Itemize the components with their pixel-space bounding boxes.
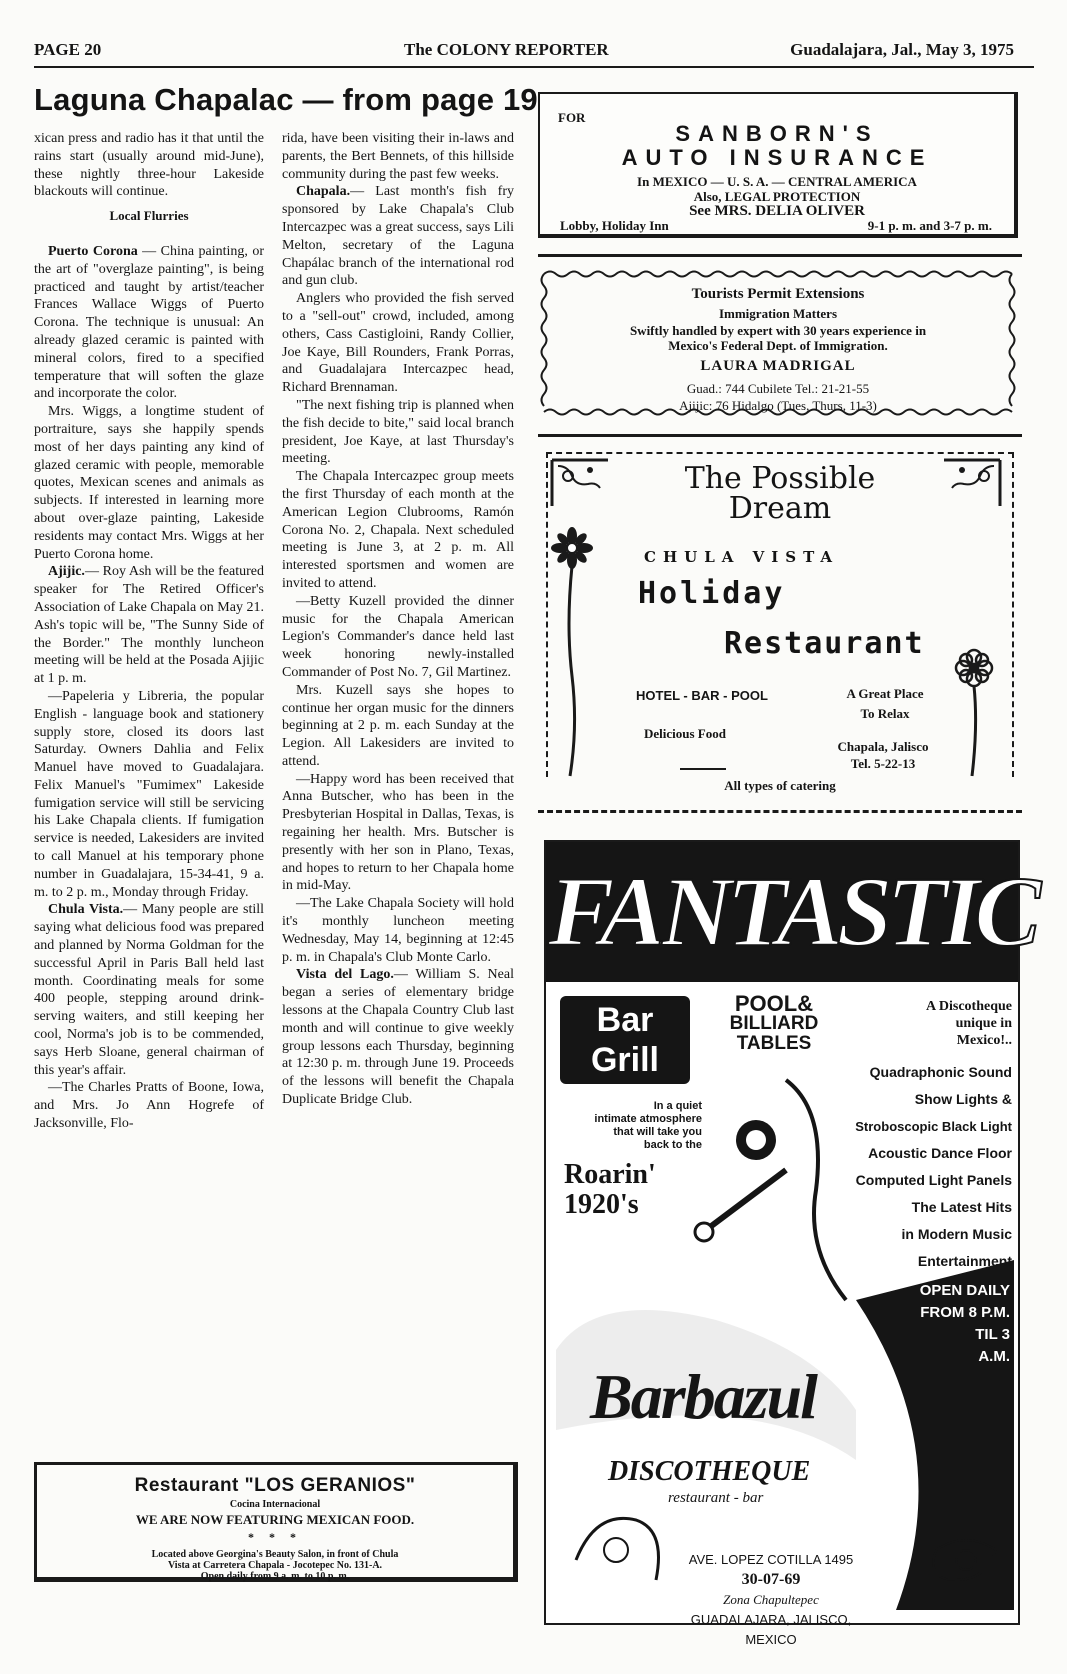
insurance-contact: See MRS. DELIA OLIVER — [689, 203, 865, 219]
insurance-name-line: AUTO INSURANCE — [621, 145, 933, 170]
insurance-ad — [538, 92, 1018, 238]
dateline: Vista del Lago. — [296, 967, 394, 983]
restaurant-town: Chapala, Jalisco — [837, 739, 929, 754]
paragraph — [34, 563, 264, 688]
atmosphere-line: In a quiet — [653, 1100, 702, 1112]
hours-line: TIL 3 — [975, 1326, 1010, 1343]
dateline: Ajijic. — [48, 564, 85, 580]
paragraph: —The Lake Chapala Society will hold it's monthly luncheon meeting Wednesday, May 14, beginning at 12:45 p. m. in Chapala's Club Monte Carlo. — [282, 896, 514, 965]
slogan-line: To Relax — [860, 706, 910, 721]
insurance-name-line: SANBORN'S — [675, 121, 879, 146]
permit-line: Mexico's Federal Dept. of Immigration. — [668, 338, 888, 353]
atmosphere-line: back to the — [643, 1139, 702, 1151]
hours-line: OPEN DAILY — [919, 1282, 1010, 1299]
masthead — [34, 38, 1034, 68]
flower-icon — [552, 528, 592, 778]
pool-line: TABLES — [736, 1033, 812, 1054]
bar-grill-line: Grill — [590, 1041, 660, 1079]
restaurant-name-1: Holiday — [638, 576, 786, 611]
paragraph: xican press and radio has it that until the rains start (usually around mid-June), these nightly three-hour Lakeside blackouts will continue. — [34, 131, 264, 200]
insurance-also: Also, LEGAL PROTECTION — [693, 189, 861, 204]
insurance-brand — [540, 122, 1014, 170]
disco-subtitle: restaurant - bar — [668, 1490, 764, 1506]
disco-address — [666, 1550, 876, 1650]
restaurant-ad — [538, 452, 1022, 792]
paper-title: The COLONY REPORTER — [404, 40, 609, 59]
discotheque-ad — [544, 840, 1036, 1647]
geranios-location-line: Vista at Carretera Chapala - Jocotepec No. 131-A. — [167, 1560, 383, 1571]
insurance-location: Lobby, Holiday Inn — [560, 218, 669, 233]
geranios-hours: Open daily from 9 a. m. to 10 p. m. — [200, 1571, 350, 1582]
disco-type: DISCOTHEQUE — [608, 1456, 811, 1487]
opening-hours — [890, 1280, 1010, 1368]
feature-item: Quadraphonic Sound — [869, 1064, 1012, 1080]
feature-item: Stroboscopic Black Light — [855, 1119, 1012, 1134]
paragraph — [34, 243, 264, 403]
permit-name: LAURA MADRIGAL — [700, 358, 856, 374]
paragraph: —The Charles Pratts of Boone, Iowa, and Mrs. Jo Ann Hogrefe of Jacksonville, Flo- — [34, 1080, 264, 1132]
permit-ad — [538, 266, 1018, 420]
ad-for-label: FOR — [558, 110, 586, 125]
roarin-line: 1920's — [564, 1189, 639, 1220]
hours-line: A.M. — [978, 1348, 1010, 1365]
permit-addresses — [538, 380, 1018, 414]
disco-city: GUADALAJARA, JALISCO, MEXICO — [690, 1612, 852, 1647]
restaurant-catering: All types of catering — [724, 778, 836, 793]
features-heading-line: Mexico!.. — [956, 1033, 1012, 1048]
dateline: Chula Vista. — [48, 902, 124, 918]
disco-zone: Zona Chapultepec — [723, 1592, 819, 1607]
paragraph: The Chapala Intercazpec group meets the first Thursday of each month at the American Legion Clubrooms, Ramón Corona No. 2, Chapala. Next scheduled meeting is June 3, at 2 p. m. All interested sportsmen and women are invited to attend. — [282, 469, 514, 591]
paragraph: rida, have been visiting their in-laws and parents, the Bert Bennets, of this hillside community during the past few weeks. — [282, 131, 514, 182]
paragraph: —Papeleria y Libreria, the popular English - language book and stationery supply store, closed its doors last Saturday. Owners Dahlia and Felix Manuel have moved to Guadalajara. Felix Manuel's "Fumimex" Lakeside fumigation service will still be servicing his Lake Chapala clients. If fumigation service is needed, Lakesiders are invited to call Manuel at his temporary phone number in Guadalajara, 15-34-41, 9 a. m. to 2 p. m., Monday through Friday. — [34, 688, 264, 900]
features-heading — [852, 998, 1012, 1049]
article-headline: Laguna Chapalac — from page 19 — [34, 82, 538, 117]
disco-phone: 30-07-69 — [741, 1571, 801, 1588]
restaurant-contact — [818, 738, 948, 772]
paragraph-body: — Many people are still saying what delicious food was prepared and planned by Norma Goldman for the successful April in Paris Ball held last month. Coordinating meals for some 400 people, stepping around drink-serving waiters, and still keeping her cool, Norma's job is to be commended, says Herb Sloane, general chairman of this year's affair. — [34, 902, 265, 1078]
flower-icon — [952, 648, 996, 778]
permit-description — [538, 323, 1018, 353]
features-heading-line: unique in — [955, 1016, 1012, 1031]
atmosphere-text — [562, 1100, 702, 1152]
restaurant-location: CHULA VISTA — [644, 548, 840, 566]
permit-address: Ajijic: 76 Hidalgo (Tues, Thurs, 11-3) — [679, 398, 877, 413]
bar-grill-line: Bar — [596, 1001, 654, 1039]
paragraph — [282, 183, 514, 290]
insurance-hours: 9-1 p. m. and 3-7 p. m. — [867, 218, 992, 233]
disco-panel — [556, 990, 1014, 1647]
paragraph-body: — William S. Neal began a series of elementary bridge lessons at the Chapala Country Club last month and will continue to give weekly group lessons each Thursday, beginning at 12:30 p. m. through June 19. Proceeds of the lessons will benefit the Chapala Duplicate Bridge Club. — [282, 967, 514, 1108]
paragraph — [34, 901, 264, 1079]
feature-item: in Modern Music — [901, 1226, 1012, 1242]
paragraph: Mrs. Kuzell says she hopes to continue her organ music for the dinners beginning at 2 p. m. each Sunday at the Legion. All Lakesiders are invited to attend. — [282, 682, 514, 769]
restaurant-title — [538, 461, 1022, 526]
dateline: Chapala. — [296, 184, 351, 200]
geranios-stars: * * * — [248, 1530, 302, 1544]
decorative-line — [680, 768, 726, 770]
paragraph-body: — China painting, or the art of "overglaze painting", is being practiced and taught by artist/teacher Frances Wallace Wiggs of Puerto Corona. The technique is unusual: An already glazed ceramic is painted with mineral colors, fired to a specified temperature that will soften the glaze and incorporate the color. — [34, 243, 264, 402]
geranios-cuisine: Cocina Internacional — [229, 1499, 321, 1510]
restaurant-phone: Tel. 5-22-13 — [850, 756, 916, 771]
restaurant-slogan — [830, 684, 940, 724]
restaurant-name-2: Restaurant — [724, 626, 925, 661]
paragraph: —Happy word has been received that Anna Butscher, who has been in the Presbyterian Hospital in Dallas, Texas, is regaining her health. Mrs. Butscher is presently with her son in Plano, Texas, and hopes to return to her Chapala home in mid-May. — [282, 771, 514, 894]
divider — [538, 434, 1022, 437]
geranios-name: Restaurant "LOS GERANIOS" — [134, 1475, 416, 1496]
atmosphere-line: intimate atmosphere — [594, 1113, 702, 1125]
paragraph-body: — Last month's fish fry sponsored by Lake Chapala's Club Intercazpec was a great success, says Lili Melton, secretary of the Laguna Chapálac branch of the international rod and gun club. — [282, 184, 514, 289]
disco-features — [852, 998, 1012, 1275]
paragraph: "The next fishing trip is planned when the fish decide to bite," said local branch president, Joe Kaye, at last Thursday's meeting. — [282, 397, 514, 467]
feature-item: Entertainment — [917, 1253, 1012, 1269]
restaurant-food: Delicious Food — [644, 726, 726, 741]
dashed-divider — [538, 810, 1022, 813]
slogan-line: A Great Place — [846, 686, 924, 701]
dateline: Puerto Corona — [48, 243, 138, 259]
page-number: PAGE 20 — [34, 40, 102, 59]
roarin-line: Roarin' — [564, 1159, 656, 1190]
paragraph — [282, 966, 514, 1108]
disco-street: AVE. LOPEZ COTILLA 1495 — [688, 1552, 854, 1567]
subheading: Local Flurries — [109, 208, 189, 224]
feature-item: Computed Light Panels — [855, 1172, 1012, 1188]
bar-grill-sign — [560, 996, 690, 1084]
restaurant-amenities: HOTEL - BAR - POOL — [636, 688, 768, 703]
restaurant-title-line: The Possible — [684, 461, 876, 496]
permit-subtitle: Immigration Matters — [718, 306, 838, 321]
geranios-featuring: WE ARE NOW FEATURING MEXICAN FOOD. — [135, 1512, 415, 1527]
feature-item: Acoustic Dance Floor — [868, 1145, 1012, 1161]
issue-date: Guadalajara, Jal., May 3, 1975 — [790, 40, 1014, 59]
feature-item: Show Lights & — [914, 1091, 1012, 1107]
fantastic-headline: FANTASTIC — [548, 856, 1036, 967]
restaurant-title-line: Dream — [728, 491, 832, 526]
feature-item: The Latest Hits — [911, 1199, 1012, 1215]
disco-brand: Barbazul — [590, 1361, 816, 1432]
pool-line: POOL& — [734, 991, 814, 1016]
insurance-details — [540, 174, 1014, 219]
geranios-location — [37, 1549, 513, 1582]
permit-title: Tourists Permit Extensions — [691, 286, 865, 302]
article-column-1 — [34, 130, 264, 1133]
paragraph: Mrs. Wiggs, a longtime student of portraiture, says she happily spends most of her days painting any kind of glazed ceramic with people, memorable quotes, Mexican scenes and animals as subjects. If interested in learning more about over-glaze painting, Lakeside residents may contact Mrs. Wiggs at her Puerto Corona home. — [34, 404, 264, 562]
atmosphere-line: that will take you — [613, 1126, 702, 1138]
features-heading-line: A Discotheque — [926, 999, 1012, 1014]
pool-line: BILLIARD — [729, 1013, 819, 1034]
pool-billiard-sign — [706, 991, 842, 1054]
geranios-location-line: Located above Georgina's Beauty Salon, in front of Chula — [151, 1549, 399, 1560]
paragraph-body: — Roy Ash will be the featured speaker for The Retired Officer's Association of Lake Chapala on May 21. Ash's topic will be, "The Sunny Side of the Border." The monthly luncheon meeting will be held at the Posada Ajijic at 1 p. m. — [34, 564, 264, 687]
insurance-regions: In MEXICO — U. S. A. — CENTRAL AMERICA — [637, 174, 917, 189]
hours-line: FROM 8 P.M. — [920, 1304, 1010, 1321]
permit-address: Guad.: 744 Cubilete Tel.: 21-21-55 — [686, 381, 870, 396]
roarin-twenties — [564, 1160, 656, 1220]
article-column-2 — [282, 130, 514, 1109]
paragraph: Anglers who provided the fish served to a "sell-out" crowd, included, among others, Cass Castigloini, Randy Collier, Joe Kaye, Bill Rounders, Frank Porras, and Guadalajara Intercazpec head, Richard Brennaman. — [282, 291, 514, 396]
divider — [538, 254, 1022, 257]
permit-line: Swiftly handled by expert with 30 years experience in — [629, 323, 927, 338]
geranios-ad — [34, 1462, 518, 1582]
paragraph: —Betty Kuzell provided the dinner music for the Chapala American Legion's Commander's dance held last week honoring newly-installed Commander of Post No. 7, Gil Martinez. — [282, 593, 514, 680]
